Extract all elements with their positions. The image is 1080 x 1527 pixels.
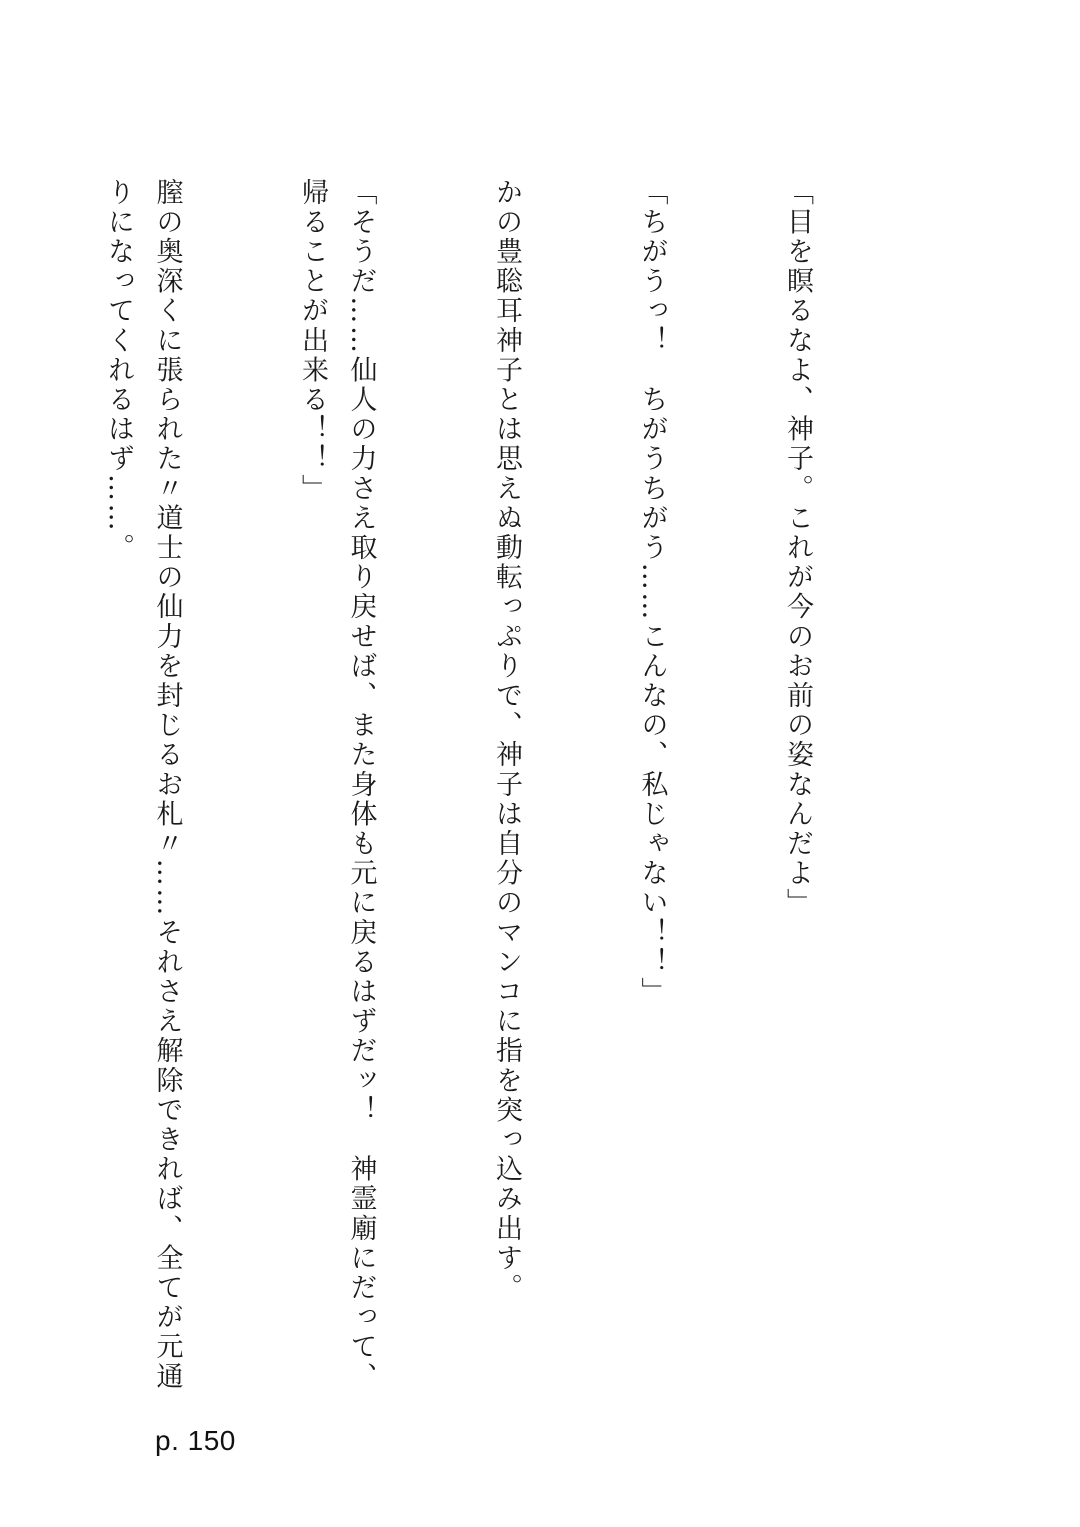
paragraph: 「ちがうっ！ ちがうちがう……こんなの、私じゃない！！」 xyxy=(636,178,668,1007)
vertical-text-body xyxy=(0,178,918,1408)
paragraph: かの豊聡耳神子とは思えぬ動転っぷりで、神子は自分のマンコに指を突っ込み出す。 xyxy=(491,178,522,1303)
paragraph: 「目を瞑るなよ、神子。これが今のお前の姿なんだよ」 xyxy=(782,178,813,918)
paragraph: 膣の奥深くに張られた〃道士の仙力を封じるお札〃……それさえ解除できれば、全てが元通りになってくれるはず……。 xyxy=(103,178,183,1392)
paragraph: 「そうだ……仙人の力さえ取り戻せば、また身体も元に戻るはずだッ！ 神霊廟にだって、帰ることが出来る！！」 xyxy=(297,178,377,1392)
page-number: p. 150 xyxy=(155,1425,236,1456)
